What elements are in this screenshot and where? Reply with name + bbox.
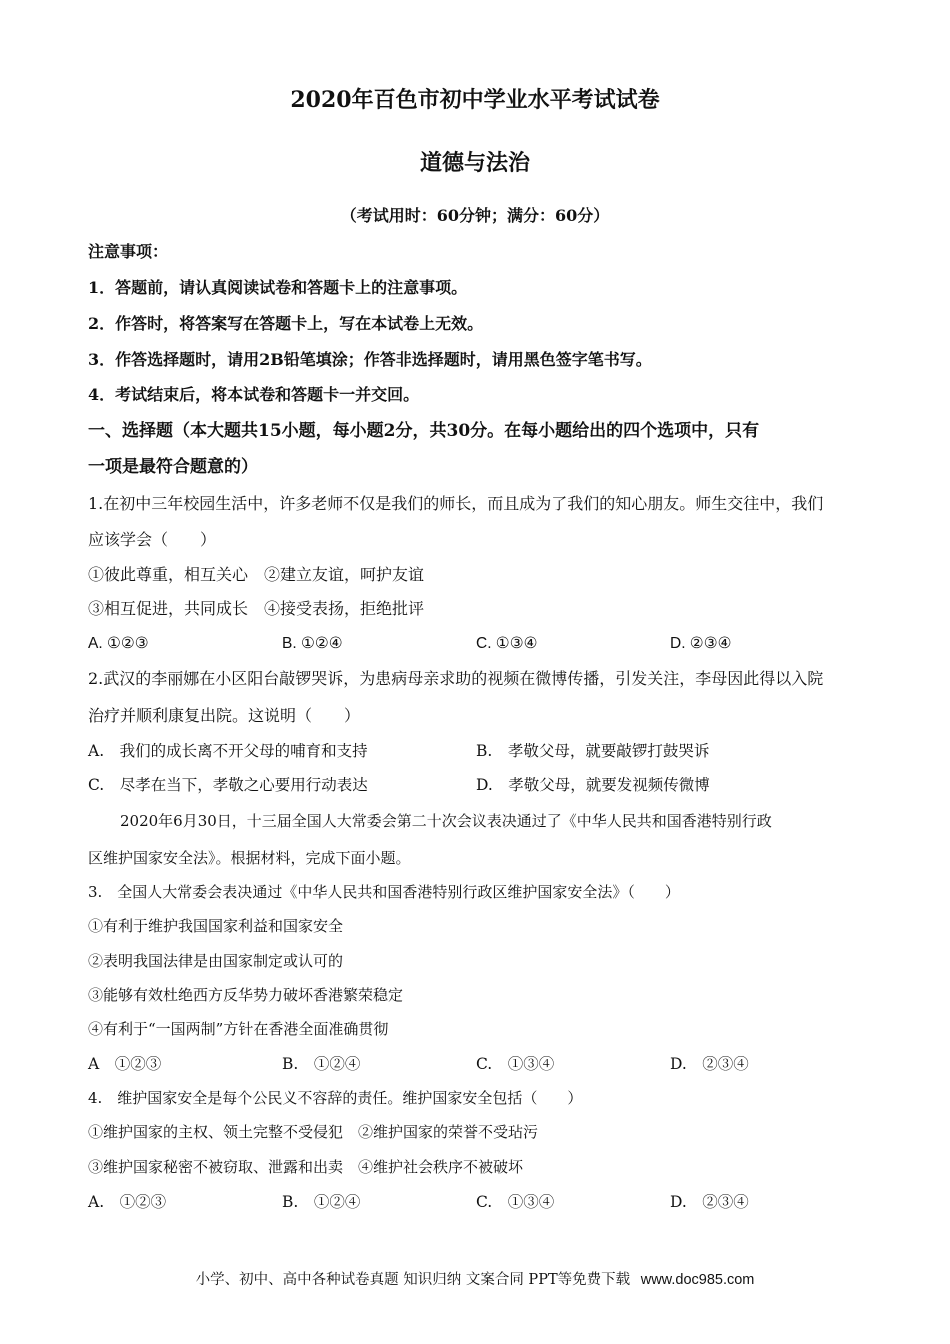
footer-url[interactable]: www.doc985.com: [640, 1272, 755, 1288]
q2-option-c: C. 尽孝在当下，孝敬之心要用行动表达: [88, 776, 368, 794]
note-item-3: 3．作答选择题时，请用2B铅笔填涂；作答非选择题时，请用黑色签字笔书写。: [88, 350, 652, 369]
q4-option-b: B. ①②④: [282, 1193, 361, 1211]
exam-info: （考试用时：60分钟；满分：60分）: [340, 206, 610, 225]
q2-stem-line-2: 治疗并顺利康复出院。这说明（ ）: [88, 706, 361, 725]
q3-stem: 3. 全国人大常委会表决通过《中华人民共和国香港特别行政区维护国家安全法》（ ）: [88, 883, 680, 901]
q3-item-4: ④有利于“一国两制”方针在香港全面准确贯彻: [88, 1020, 389, 1038]
notes-heading: 注意事项：: [88, 242, 169, 261]
q3-option-b: B. ①②④: [282, 1055, 361, 1073]
q4-items-line-2: ③维护国家秘密不被窃取、泄露和出卖 ④维护社会秩序不被破坏: [88, 1158, 524, 1176]
q3-option-c: C. ①③④: [476, 1055, 555, 1073]
page-footer: [0, 1268, 950, 1289]
q3-item-1: ①有利于维护我国国家利益和国家安全: [88, 917, 344, 935]
q4-option-c: C. ①③④: [476, 1193, 555, 1211]
material-line-2: 区维护国家安全法》。根据材料，完成下面小题。: [88, 849, 411, 867]
exam-title: 2020年百色市初中学业水平考试试卷: [290, 87, 660, 113]
q1-items-line-1: ①彼此尊重，相互关心 ②建立友谊，呵护友谊: [88, 565, 425, 584]
q2-option-b: B. 孝敬父母，就要敲锣打鼓哭诉: [476, 742, 710, 760]
q1-items-line-2: ③相互促进，共同成长 ④接受表扬，拒绝批评: [88, 599, 425, 618]
q1-option-b: B. ①②④: [282, 635, 343, 652]
q1-stem-line-1: 1.在初中三年校园生活中，许多老师不仅是我们的师长，而且成为了我们的知心朋友。师生交往中，我们: [88, 494, 824, 513]
q3-item-2: ②表明我国法律是由国家制定或认可的: [88, 952, 344, 970]
q4-option-a: A. ①②③: [88, 1193, 167, 1211]
q3-option-d: D. ②③④: [670, 1055, 749, 1073]
footer-text: 小学、初中、高中各种试卷真题 知识归纳 文案合同 PPT等免费下载: [195, 1272, 631, 1288]
section-heading-line-2: 一项是最符合题意的）: [88, 457, 258, 477]
q1-stem-line-2: 应该学会（ ）: [88, 530, 217, 549]
note-item-4: 4．考试结束后，将本试卷和答题卡一并交回。: [88, 385, 420, 404]
q2-stem-line-1: 2.武汉的李丽娜在小区阳台敲锣哭诉，为患病母亲求助的视频在微博传播，引发关注，李母因此得以入院: [88, 669, 824, 688]
section-heading-line-1: 一、选择题（本大题共15小题，每小题2分，共30分。在每小题给出的四个选项中，只有: [88, 421, 760, 441]
q4-option-d: D. ②③④: [670, 1193, 749, 1211]
q4-items-line-1: ①维护国家的主权、领土完整不受侵犯 ②维护国家的荣誉不受玷污: [88, 1123, 539, 1141]
note-item-2: 2．作答时，将答案写在答题卡上，写在本试卷上无效。: [88, 314, 484, 333]
q1-option-c: C. ①③④: [476, 635, 538, 652]
q3-option-a: A ①②③: [88, 1055, 162, 1073]
q2-option-a: A. 我们的成长离不开父母的哺育和支持: [88, 742, 368, 760]
q2-option-d: D. 孝敬父母，就要发视频传微博: [476, 776, 710, 794]
q1-option-d: D. ②③④: [670, 635, 732, 652]
subject-title: 道德与法治: [419, 150, 530, 176]
q1-option-a: A. ①②③: [88, 635, 149, 652]
q4-stem: 4. 维护国家安全是每个公民义不容辞的责任。维护国家安全包括（ ）: [88, 1089, 583, 1107]
note-item-1: 1．答题前，请认真阅读试卷和答题卡上的注意事项。: [88, 278, 468, 297]
q3-item-3: ③能够有效杜绝西方反华势力破坏香港繁荣稳定: [88, 986, 404, 1004]
material-line-1: 2020年6月30日，十三届全国人大常委会第二十次会议表决通过了《中华人民共和国香港特别行政: [120, 812, 772, 830]
